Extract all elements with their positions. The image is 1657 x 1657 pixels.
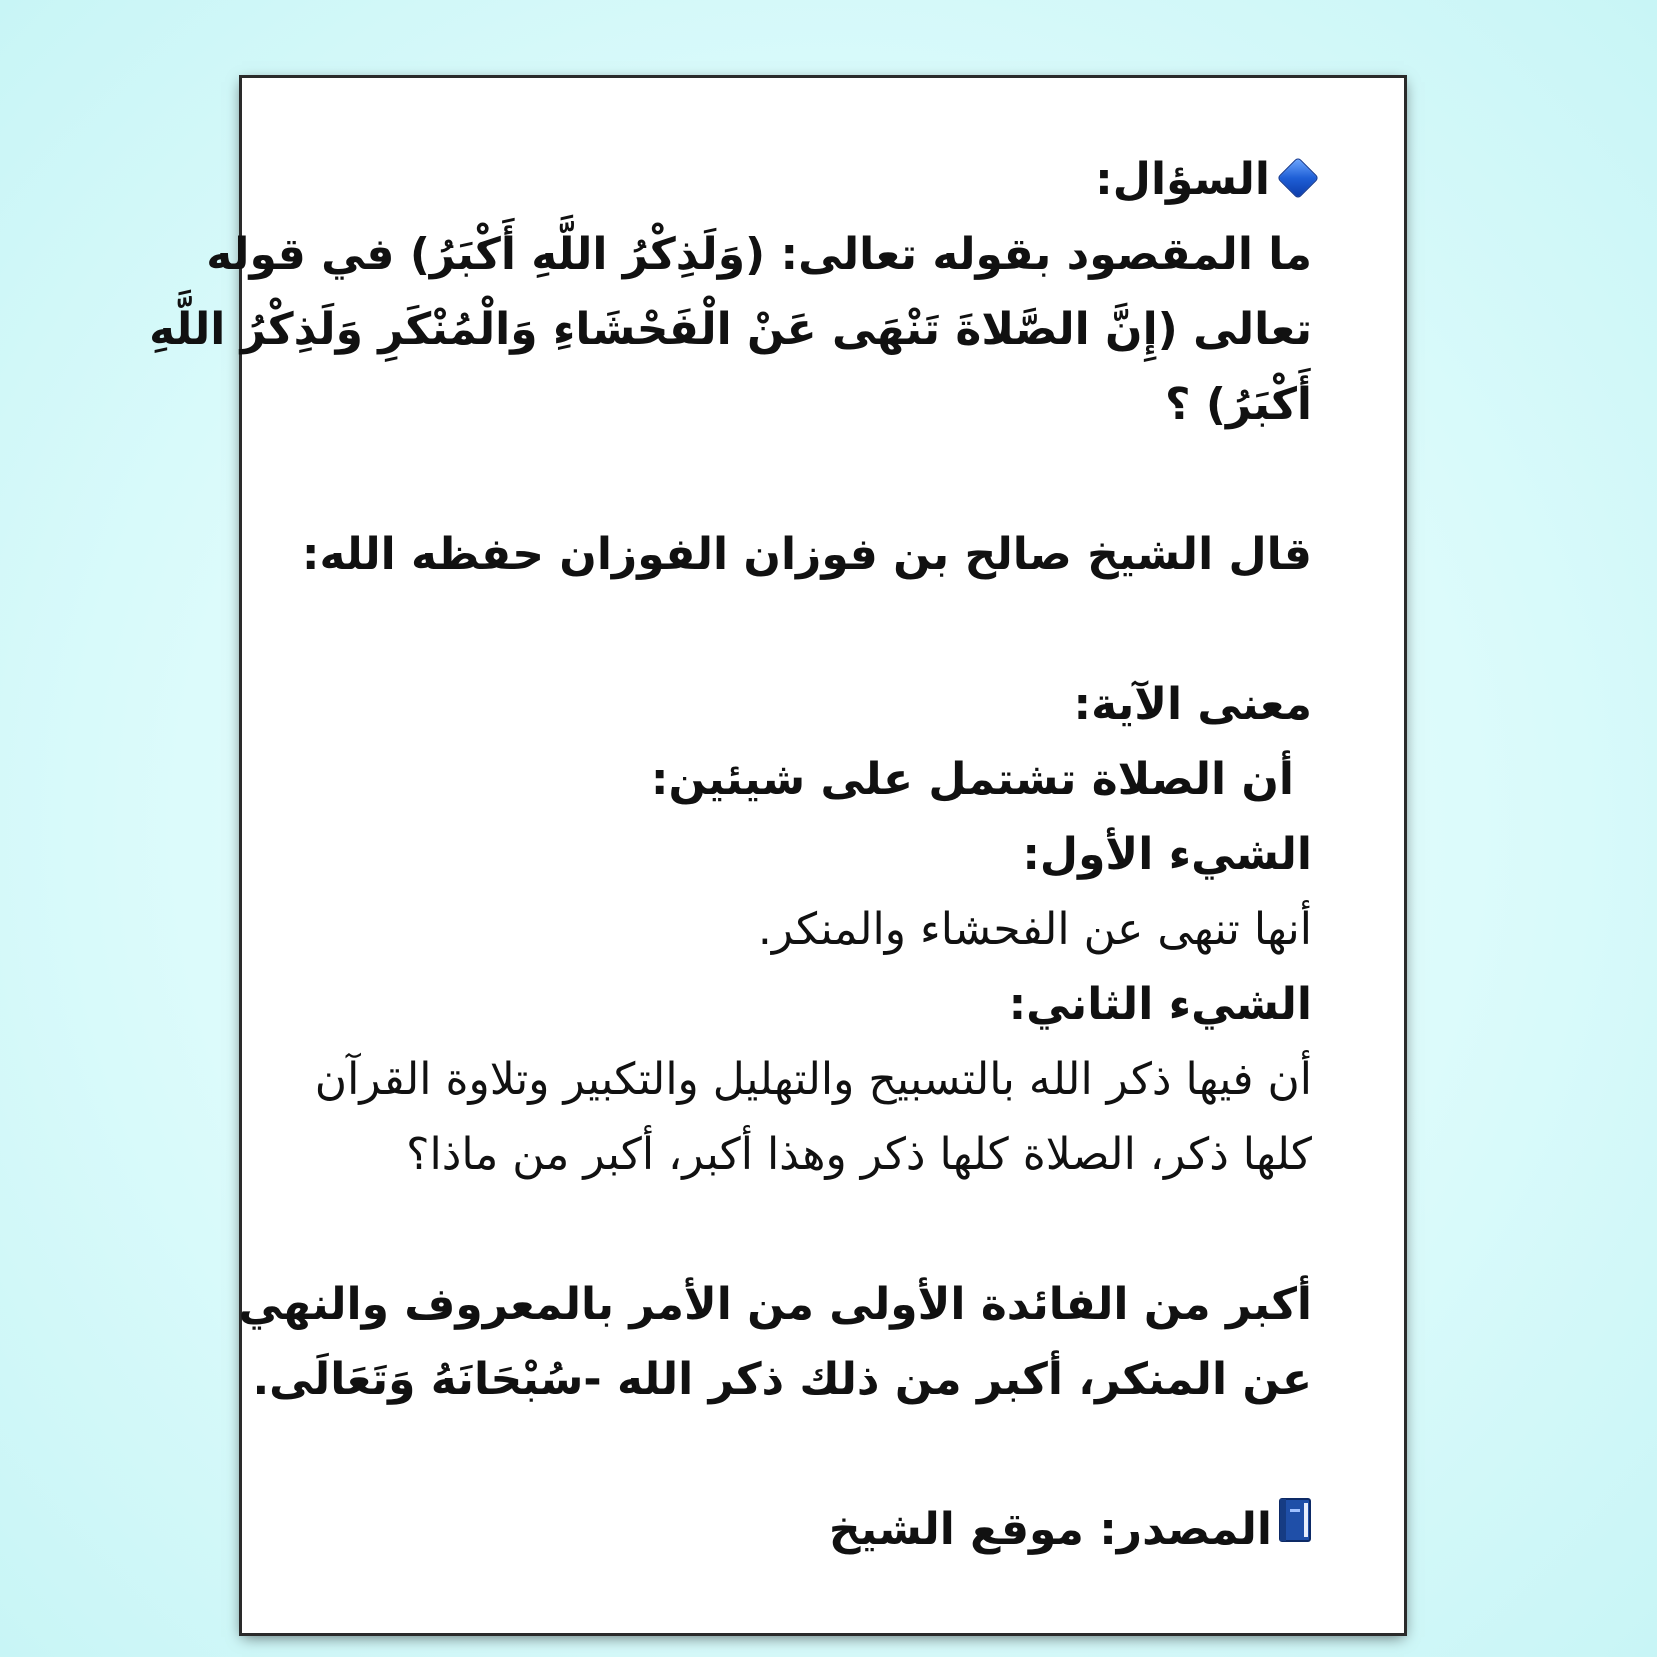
source-text: المصدر: موقع الشيخ (828, 1504, 1272, 1555)
conclusion-line-2: عن المنكر، أكبر من ذلك ذكر الله -سُبْحَانَهُ وَتَعَالَى. (252, 1354, 1312, 1405)
document-content (149, 142, 1312, 1570)
meaning-heading: معنى الآية: (1073, 679, 1312, 730)
conclusion-line-1: أكبر من الفائدة الأولى من الأمر بالمعروف والنهي (238, 1279, 1312, 1330)
blue-diamond-icon (1278, 158, 1318, 198)
blue-book-icon (1278, 1491, 1312, 1566)
first-thing-heading: الشيء الأول: (1022, 829, 1312, 880)
question-heading-line (352, 142, 1312, 217)
question-line-1: ما المقصود بقوله تعالى: (وَلَذِكْرُ اللَّهِ أَكْبَرُ) في قوله (206, 229, 1312, 280)
spacer (352, 592, 1312, 667)
meaning-intro: أن الصلاة تشتمل على شيئين: (650, 754, 1294, 805)
document-card (149, 78, 1404, 1633)
second-thing-line-1: أن فيها ذكر الله بالتسبيح والتهليل والتكبير وتلاوة القرآن (314, 1054, 1312, 1105)
spacer (352, 442, 1312, 517)
question-heading: السؤال: (1095, 154, 1270, 205)
spacer (352, 1192, 1312, 1267)
attribution: قال الشيخ صالح بن فوزان الفوزان حفظه الله: (301, 529, 1312, 580)
source-line (352, 1492, 1312, 1570)
first-thing-text: أنها تنهى عن الفحشاء والمنكر. (757, 904, 1312, 955)
spacer (352, 1417, 1312, 1492)
question-line-2: تعالى (إِنَّ الصَّلاةَ تَنْهَى عَنْ الْفَحْشَاءِ وَالْمُنْكَرِ وَلَذِكْرُ اللَّهِ (149, 304, 1312, 355)
second-thing-line-2: كلها ذكر، الصلاة كلها ذكر وهذا أكبر، أكبر من ماذا؟ (406, 1129, 1312, 1180)
question-line-3: أَكْبَرُ) ؟ (1165, 379, 1312, 430)
second-thing-heading: الشيء الثاني: (1008, 979, 1312, 1030)
